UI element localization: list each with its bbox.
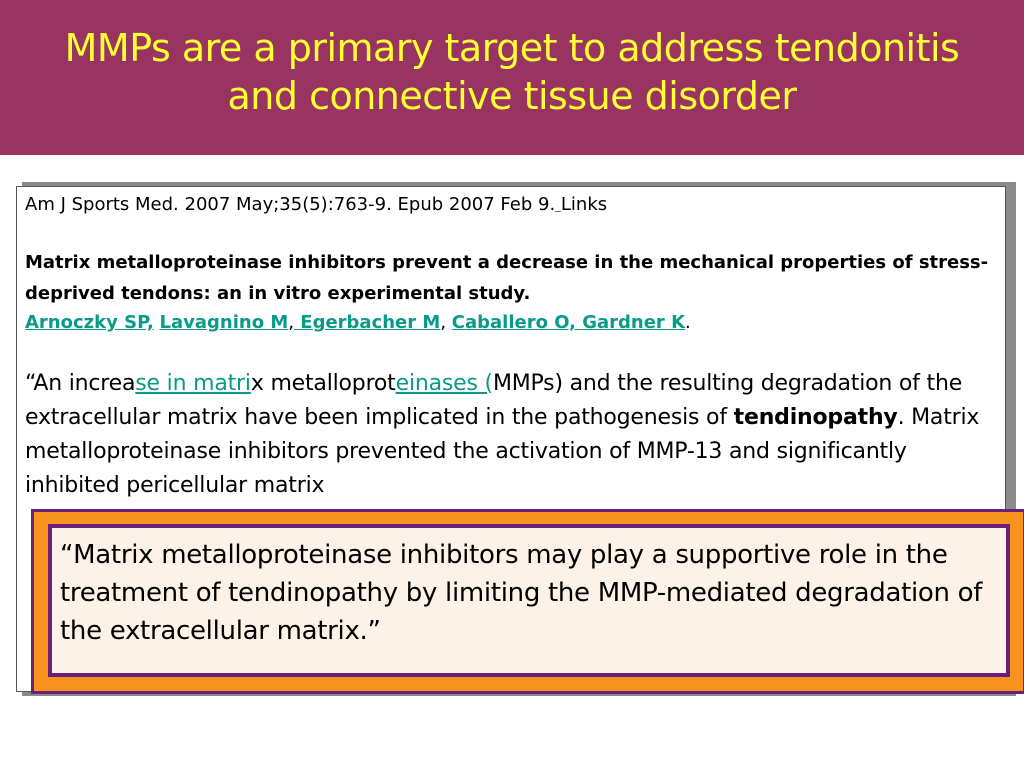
links-label[interactable]: Links (560, 194, 608, 215)
paper-title: Matrix metalloproteinase inhibitors prevent a decrease in the mechanical properties of stress-deprived tendons: an in vitro experimental study. (25, 252, 989, 304)
spacer (25, 217, 997, 247)
quote-link[interactable]: einases ( (395, 371, 493, 396)
quote-text-part: . Matrix metalloproteinase inhibitors prevented the activation of MMP-13 and significantly inhibited pericellular matrix (25, 405, 980, 498)
author-separator: , (288, 312, 294, 333)
citation (25, 193, 997, 217)
abstract-quote (25, 367, 997, 503)
author-link-lavagnino[interactable]: Lavagnino M (159, 312, 289, 333)
author-link-caballero-gardner[interactable]: Caballero O, Gardner K (451, 312, 686, 333)
slide-title (0, 24, 1024, 120)
slide-title-line1: MMPs are a primary target to address tendonitis (64, 26, 960, 70)
callout-quote: “Matrix metalloproteinase inhibitors may play a supportive role in the treatment of tendinopathy by limiting the MMP-mediated degradation of the extracellular matrix.” (48, 524, 1010, 677)
spacer (25, 337, 997, 367)
quote-text-part: “An increa (25, 371, 136, 396)
quote-bold-term: tendinopathy (733, 405, 898, 430)
author-separator: , (440, 312, 452, 333)
quote-text-part: MMPs) and the resulting degradation of the extracellular matrix have been implicated in the pathogenesis of (25, 371, 963, 430)
quote-link[interactable]: se in matri (135, 371, 251, 396)
author-link-arnoczky[interactable]: Arnoczky SP, (25, 312, 154, 333)
author-list (25, 309, 997, 337)
quote-text-part: x metalloprot (250, 371, 396, 396)
citation-text: Am J Sports Med. 2007 May;35(5):763-9. Epub 2007 Feb 9. (25, 194, 556, 215)
author-link-egerbacher[interactable]: Egerbacher M (294, 312, 441, 333)
slide-title-line2: and connective tissue disorder (227, 74, 797, 118)
author-separator: . (685, 312, 691, 333)
